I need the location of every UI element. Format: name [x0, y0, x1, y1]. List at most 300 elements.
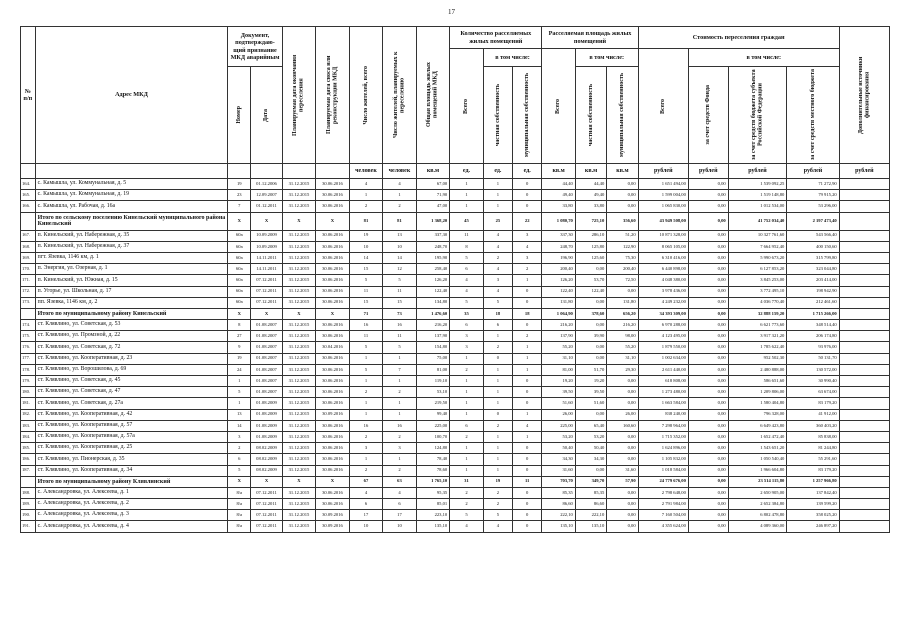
cell-total-area: 95,35	[416, 487, 450, 498]
cell-index: 188.	[21, 487, 36, 498]
cell-rooms-total: 45	[450, 212, 484, 230]
cell-doc-number: 7	[228, 201, 251, 212]
cell-total-area: 53,10	[416, 387, 450, 398]
cell-extra	[839, 364, 889, 375]
cell-local: 83 179,20	[787, 465, 839, 476]
cell-doc-number: 8/а	[228, 499, 251, 510]
cell-local: 81 244,80	[787, 443, 839, 454]
table-row	[21, 264, 890, 275]
cell-rooms-private: 1	[483, 331, 512, 342]
cell-local: 50 131,70	[787, 353, 839, 364]
cell-local: 85 838,00	[787, 431, 839, 442]
hdr-cost-incl: в том числе:	[688, 49, 839, 67]
cell-area-total: 337,30	[542, 230, 576, 241]
cell-doc-number: 60а	[228, 275, 251, 286]
cell-area-private: 53,20	[575, 431, 606, 442]
cell-total-area: 126,20	[416, 275, 450, 286]
cell-residents: 5	[349, 275, 383, 286]
cell-planned-demolition: 30.09.2016	[316, 409, 350, 420]
cell-local: 137 842,40	[787, 487, 839, 498]
cell-doc-date: X	[251, 308, 282, 319]
cell-extra	[839, 331, 889, 342]
cell-index: 168.	[21, 241, 36, 252]
table-row	[21, 286, 890, 297]
unit-rooms-total: ед.	[450, 164, 484, 179]
cell-area-municipal: 160,60	[607, 420, 638, 431]
cell-area-total: 86,60	[542, 499, 576, 510]
cell-residents: 1	[349, 376, 383, 387]
cell-planned-end: 31.12.2015	[282, 420, 316, 431]
cell-rooms-private: 2	[483, 252, 512, 263]
cell-area-municipal: 131,80	[607, 297, 638, 308]
cell-residents-planned: 4	[383, 179, 417, 190]
cell-area-total: 34,30	[542, 454, 576, 465]
cell-rooms-municipal: 3	[513, 230, 542, 241]
cell-doc-date: 08.02.2009	[251, 443, 282, 454]
cell-regional: 1 209 806,00	[728, 387, 787, 398]
cell-planned-end: 31.12.2015	[282, 297, 316, 308]
cell-residents: 4	[349, 179, 383, 190]
cell-address: с. Александровка, ул. Алексеева, д. 4	[35, 521, 228, 532]
cell-fund: 0,00	[688, 487, 728, 498]
cell-local: 30 990,40	[787, 376, 839, 387]
cell-rooms-municipal: 0	[513, 510, 542, 521]
cell-planned-end: 31.12.2015	[282, 510, 316, 521]
cell-rooms-total: 4	[450, 521, 484, 532]
cell-fund: 0,00	[688, 201, 728, 212]
cell-area-total: 131,80	[542, 297, 576, 308]
cell-rooms-total: 1	[450, 454, 484, 465]
cell-rooms-total: 6	[450, 320, 484, 331]
cell-residents-planned: 1	[383, 454, 417, 465]
cell-doc-date: 10.09.2009	[251, 241, 282, 252]
table-row	[21, 409, 890, 420]
hdr-private: частная собственность	[483, 67, 512, 164]
cell-residents-planned: 2	[383, 431, 417, 442]
cell-rooms-total: 31	[450, 476, 484, 487]
cell-planned-demolition: 30.06.2016	[316, 264, 350, 275]
unit-area-private: кв.м	[575, 164, 606, 179]
cell-doc-number: X	[228, 476, 251, 487]
cell-residents-planned: 1	[383, 398, 417, 409]
cell-area-total: 248,70	[542, 241, 576, 252]
cell-area-total: 196,90	[542, 252, 576, 263]
hdr-residents: Число жителей, всего	[349, 27, 383, 164]
cell-total-area: 47,00	[416, 201, 450, 212]
cell-area-municipal: 356,60	[607, 212, 638, 230]
cell-residents-planned: 7	[383, 364, 417, 375]
cell-local: 2 197 473,40	[787, 212, 839, 230]
cell-rooms-private: 1	[483, 179, 512, 190]
cell-address: с. Александровка, ул. Алексеева, д. 3	[35, 510, 228, 521]
cell-index: 181.	[21, 398, 36, 409]
cell-cost-total: 8 065 105,00	[638, 241, 688, 252]
cell-address: с. Камышла, ул. Коммунальная, д. 5	[35, 179, 228, 190]
hdr-extra: Дополнительные источники финансирования	[839, 27, 889, 164]
cell-area-municipal: 122,90	[607, 241, 638, 252]
cell-doc-date: 01.08.2007	[251, 353, 282, 364]
cell-local: 71 272,90	[787, 179, 839, 190]
cell-doc-number: 1	[228, 398, 251, 409]
cell-rooms-total: 35	[450, 308, 484, 319]
cell-planned-end: 31.12.2015	[282, 275, 316, 286]
cell-area-total: 51,60	[542, 398, 576, 409]
cell-cost-total: 618 808,00	[638, 376, 688, 387]
cell-local: 130 572,00	[787, 364, 839, 375]
table-row	[21, 241, 890, 252]
cell-planned-demolition: X	[316, 308, 350, 319]
cell-extra	[839, 510, 889, 521]
cell-doc-date: 07.12.2011	[251, 297, 282, 308]
cell-planned-end: 31.12.2015	[282, 353, 316, 364]
cell-rooms-total: 1	[450, 387, 484, 398]
cell-rooms-municipal: 2	[513, 331, 542, 342]
cell-fund: 0,00	[688, 320, 728, 331]
cell-rooms-municipal: 0	[513, 179, 542, 190]
cell-regional: 5 990 673,20	[728, 252, 787, 263]
table-row	[21, 420, 890, 431]
cell-rooms-total: 1	[450, 443, 484, 454]
cell-extra	[839, 230, 889, 241]
cell-rooms-municipal: 0	[513, 297, 542, 308]
cell-index: 175.	[21, 331, 36, 342]
cell-total-area: 122,40	[416, 286, 450, 297]
cell-index: 187.	[21, 465, 36, 476]
cell-doc-number: 60а	[228, 230, 251, 241]
cell-area-private: 378,60	[575, 308, 606, 319]
cell-index: 167.	[21, 230, 36, 241]
hdr-municipal: муниципальная собственность	[513, 67, 542, 164]
cell-residents-planned: 1	[383, 409, 417, 420]
cell-area-total: 225,00	[542, 420, 576, 431]
cell-cost-total: 1 065 830,00	[638, 201, 688, 212]
cell-area-private: 33,80	[575, 201, 606, 212]
table-row	[21, 465, 890, 476]
cell-rooms-municipal: 1	[513, 275, 542, 286]
cell-regional: 1 539 092,25	[728, 179, 787, 190]
cell-doc-date: 01.08.2009	[251, 409, 282, 420]
cell-address: ст. Клявлино, ул. Кооперативная, д. 23	[35, 353, 228, 364]
cell-index: 189.	[21, 499, 36, 510]
cell-rooms-municipal: 4	[513, 420, 542, 431]
hdr-planned-end: Планируемая дата окончания переселения	[282, 27, 316, 164]
cell-rooms-private: 4	[483, 264, 512, 275]
cell-rooms-total: 2	[450, 499, 484, 510]
cell-area-private: 19,20	[575, 376, 606, 387]
cell-residents: 15	[349, 264, 383, 275]
cell-residents: 11	[349, 331, 383, 342]
cell-cost-total: 10 871 328,00	[638, 230, 688, 241]
cell-address: Итого по муниципальному району Клявлинский	[35, 476, 228, 487]
cell-regional: 1 050 540,40	[728, 454, 787, 465]
cell-regional: 6 802 478,80	[728, 510, 787, 521]
cell-address: ст. Клявлино, ул. Кооперативная, д. 57	[35, 420, 228, 431]
cell-rooms-private: 1	[483, 398, 512, 409]
cell-rooms-total: 3	[450, 342, 484, 353]
cell-rooms-municipal: 0	[513, 201, 542, 212]
cell-residents-planned: 1	[383, 376, 417, 387]
cell-residents: 1	[349, 454, 383, 465]
cell-local: 348 514,40	[787, 320, 839, 331]
cell-doc-date: 08.02.2009	[251, 454, 282, 465]
cell-fund: 0,00	[688, 241, 728, 252]
cell-area-total: 85,35	[542, 487, 576, 498]
cell-rooms-total: 4	[450, 286, 484, 297]
cell-fund: 0,00	[688, 431, 728, 442]
cell-doc-number: 60а	[228, 286, 251, 297]
cell-rooms-total: 1	[450, 398, 484, 409]
cell-residents: 1	[349, 190, 383, 201]
cell-planned-demolition: 30.06.2016	[316, 230, 350, 241]
cell-residents: 3	[349, 443, 383, 454]
cell-area-private: 135,10	[575, 521, 606, 532]
hdr-local: за счет средств местного бюджета	[787, 67, 839, 164]
cell-doc-number: 5	[228, 465, 251, 476]
cell-residents-planned: 81	[383, 212, 417, 230]
cell-rooms-total: 6	[450, 264, 484, 275]
cell-planned-demolition: 30.06.2016	[316, 331, 350, 342]
cell-rooms-municipal: 18	[513, 308, 542, 319]
cell-total-area: 135,10	[416, 521, 450, 532]
cell-area-total: 39,50	[542, 387, 576, 398]
cell-area-municipal: 26,00	[607, 409, 638, 420]
cell-rooms-municipal: 0	[513, 454, 542, 465]
cell-regional: 10 327 761,60	[728, 230, 787, 241]
cell-rooms-municipal: 0	[513, 499, 542, 510]
cell-rooms-municipal: 0	[513, 521, 542, 532]
cell-extra	[839, 297, 889, 308]
cell-area-municipal: 656,20	[607, 308, 638, 319]
cell-local: 79 915,20	[787, 190, 839, 201]
cell-area-total: 33,80	[542, 201, 576, 212]
cell-fund: 0,00	[688, 353, 728, 364]
cell-fund: 0,00	[688, 476, 728, 487]
cell-planned-demolition: 30.06.2016	[316, 499, 350, 510]
cell-rooms-private: 1	[483, 364, 512, 375]
cell-rooms-private: 1	[483, 190, 512, 201]
cell-cost-total: 1 002 634,00	[638, 353, 688, 364]
cell-planned-end: 31.12.2015	[282, 521, 316, 532]
cell-extra	[839, 376, 889, 387]
cell-address: ст. Клявлино, ул. Советская, д. 45	[35, 376, 228, 387]
cell-rooms-municipal: 1	[513, 409, 542, 420]
cell-doc-date: 01.08.2009	[251, 431, 282, 442]
cell-total-area: 1 476,60	[416, 308, 450, 319]
cell-rooms-municipal: 1	[513, 364, 542, 375]
cell-planned-demolition: 30.09.2016	[316, 510, 350, 521]
cell-residents: 81	[349, 212, 383, 230]
cell-area-total: 200,40	[542, 264, 576, 275]
resettlement-table	[20, 26, 890, 533]
cell-rooms-total: 8	[450, 241, 484, 252]
cell-cost-total: 1 715 352,00	[638, 431, 688, 442]
cell-local: 53 296,00	[787, 201, 839, 212]
cell-doc-number: 60а	[228, 297, 251, 308]
table-row	[21, 275, 890, 286]
hdr-address: Адрес МКД	[35, 27, 228, 164]
cell-residents: 71	[349, 308, 383, 319]
cell-doc-date: 01.08.2009	[251, 398, 282, 409]
cell-residents-planned: 2	[383, 201, 417, 212]
cell-area-private: 286,10	[575, 230, 606, 241]
cell-doc-number: 3	[228, 431, 251, 442]
cell-address: п. Кинельский, ул. Набережная, д. 35	[35, 230, 228, 241]
cell-regional: 3 917 321,20	[728, 331, 787, 342]
cell-planned-demolition: 30.09.2016	[316, 521, 350, 532]
cell-planned-end: 31.12.2015	[282, 286, 316, 297]
cell-planned-demolition: 30.06.2016	[316, 286, 350, 297]
unit-residents: человек	[349, 164, 383, 179]
cell-area-private: 51,70	[575, 364, 606, 375]
cell-rooms-municipal: 0	[513, 286, 542, 297]
cell-area-total: 55,20	[542, 342, 576, 353]
cell-rooms-municipal: 0	[513, 398, 542, 409]
cell-residents: 15	[349, 297, 383, 308]
cell-address: ст. Клявлино, ул. Промзной, д. 22	[35, 331, 228, 342]
cell-planned-demolition: 30.06.2016	[316, 431, 350, 442]
cell-index: 165.	[21, 190, 36, 201]
cell-area-private: 65,40	[575, 420, 606, 431]
cell-rooms-private: 1	[483, 454, 512, 465]
cell-address: ст. Клявлино, ул. Пионерская, д. 35	[35, 454, 228, 465]
cell-residents-planned: 16	[383, 420, 417, 431]
hdr-index: № п/п	[21, 27, 36, 164]
cell-fund: 0,00	[688, 510, 728, 521]
cell-area-municipal: 200,40	[607, 264, 638, 275]
cell-rooms-total: 5	[450, 510, 484, 521]
cell-doc-number: 27	[228, 331, 251, 342]
cell-fund: 0,00	[688, 331, 728, 342]
table-row	[21, 252, 890, 263]
cell-area-private: 349,70	[575, 476, 606, 487]
cell-rooms-total: 1	[450, 465, 484, 476]
cell-extra	[839, 398, 889, 409]
cell-area-municipal: 0,00	[607, 454, 638, 465]
cell-local: 360 403,20	[787, 420, 839, 431]
cell-planned-end: 31.12.2015	[282, 454, 316, 465]
cell-rooms-private: 6	[483, 320, 512, 331]
cell-regional: 1 652 472,40	[728, 431, 787, 442]
cell-residents-planned: 11	[383, 331, 417, 342]
cell-area-municipal: 51,20	[607, 230, 638, 241]
cell-residents: 17	[349, 510, 383, 521]
cell-rooms-total: 5	[450, 252, 484, 263]
cell-doc-number: 6	[228, 454, 251, 465]
cell-area-private: 122,40	[575, 286, 606, 297]
cell-planned-end: 31.12.2015	[282, 190, 316, 201]
cell-planned-demolition: 30.06.2016	[316, 387, 350, 398]
cell-residents: 2	[349, 465, 383, 476]
cell-extra	[839, 521, 889, 532]
cell-cost-total: 1 018 584,00	[638, 465, 688, 476]
cell-rooms-private: 1	[483, 387, 512, 398]
cell-residents-planned: 2	[383, 465, 417, 476]
cell-residents: 5	[349, 364, 383, 375]
cell-doc-date: 07.12.2011	[251, 275, 282, 286]
cell-planned-end: 31.12.2015	[282, 443, 316, 454]
cell-residents: 1	[349, 409, 383, 420]
cell-rooms-private: 4	[483, 230, 512, 241]
cell-index: 177.	[21, 353, 36, 364]
cell-doc-date: 01.08.2007	[251, 364, 282, 375]
cell-planned-demolition: 30.06.2016	[316, 252, 350, 263]
cell-planned-end: X	[282, 476, 316, 487]
cell-area-total: 81,00	[542, 364, 576, 375]
cell-doc-number: 9	[228, 342, 251, 353]
cell-area-private: 34,30	[575, 454, 606, 465]
cell-area-municipal: 0,00	[607, 179, 638, 190]
cell-area-municipal: 0,00	[607, 286, 638, 297]
cell-planned-end: 31.12.2015	[282, 409, 316, 420]
cell-rooms-municipal: 0	[513, 387, 542, 398]
cell-planned-end: 31.12.2015	[282, 387, 316, 398]
cell-fund: 0,00	[688, 230, 728, 241]
cell-rooms-private: 1	[483, 201, 512, 212]
cell-regional: 1 785 622,40	[728, 342, 787, 353]
hdr-residents-planned: Число жителей, планируемых к переселению	[383, 27, 417, 164]
cell-rooms-total: 4	[450, 275, 484, 286]
hdr-total-area: Общая площадь жилых помещений МКД	[416, 27, 450, 164]
cell-residents-planned: 63	[383, 476, 417, 487]
cell-planned-end: X	[282, 308, 316, 319]
cell-doc-date: 07.12.2011	[251, 286, 282, 297]
cell-local: 315 799,80	[787, 252, 839, 263]
unit-cost-total: рублей	[638, 164, 688, 179]
cell-address: ст. Клявлино, ул. Советская, д. 72	[35, 342, 228, 353]
cell-index: 182.	[21, 409, 36, 420]
cell-total-area: 216,20	[416, 320, 450, 331]
total-row	[21, 476, 890, 487]
cell-extra	[839, 443, 889, 454]
cell-rooms-private: 5	[483, 510, 512, 521]
cell-doc-number: 2	[228, 443, 251, 454]
cell-extra	[839, 241, 889, 252]
unit-area-total: кв.м	[542, 164, 576, 179]
cell-planned-demolition: X	[316, 212, 350, 230]
total-row	[21, 308, 890, 319]
cell-index: 190.	[21, 510, 36, 521]
cell-regional: 1 519 148,80	[728, 190, 787, 201]
cell-area-municipal: 0,00	[607, 521, 638, 532]
cell-residents: 14	[349, 252, 383, 263]
cell-area-municipal: 0,00	[607, 190, 638, 201]
table-row	[21, 510, 890, 521]
cell-rooms-private: 4	[483, 521, 512, 532]
cell-cost-total: 838 240,00	[638, 409, 688, 420]
cell-rooms-municipal: 4	[513, 241, 542, 252]
cell-address: п. Кинельский, ул. Набережная, д. 37	[35, 241, 228, 252]
cell-index: 176.	[21, 342, 36, 353]
cell-regional: 952 502,30	[728, 353, 787, 364]
cell-doc-date: 01.12.2011	[251, 201, 282, 212]
cell-extra	[839, 275, 889, 286]
cell-area-total: 44,40	[542, 179, 576, 190]
cell-cost-total: 34 393 309,00	[638, 308, 688, 319]
cell-total-area: 223,10	[416, 510, 450, 521]
cell-regional: 4 089 360,00	[728, 521, 787, 532]
cell-doc-date: 08.02.2009	[251, 465, 282, 476]
cell-local: 55 291,60	[787, 454, 839, 465]
cell-rooms-total: 1	[450, 201, 484, 212]
cell-planned-end: X	[282, 212, 316, 230]
cell-cost-total: 2 611 440,00	[638, 364, 688, 375]
cell-regional: 1 012 534,00	[728, 201, 787, 212]
cell-residents-planned: 16	[383, 320, 417, 331]
cell-area-total: 19,20	[542, 376, 576, 387]
cell-rooms-private: 4	[483, 286, 512, 297]
cell-rooms-private: 3	[483, 275, 512, 286]
cell-residents-planned: 73	[383, 308, 417, 319]
